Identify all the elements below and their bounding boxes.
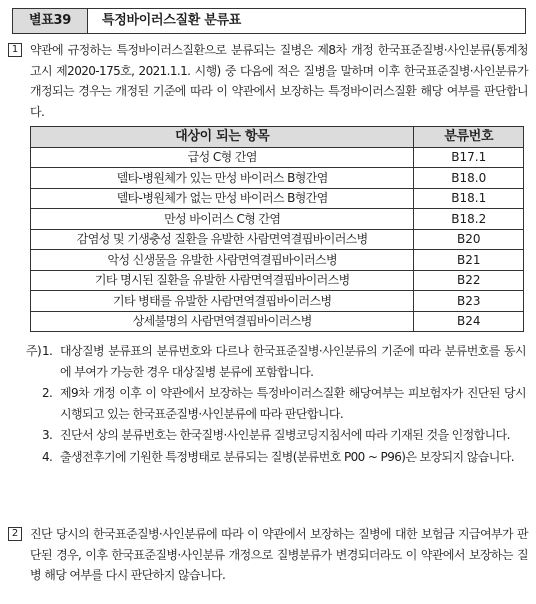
disease-name: 기타 명시된 질환을 유발한 사람면역결핍바이러스병 bbox=[31, 270, 414, 291]
footnote-number: 1. bbox=[42, 344, 53, 358]
classification-code: B20 bbox=[414, 229, 524, 250]
footnote-label: 주) bbox=[26, 344, 42, 358]
paragraph-number-box: 2 bbox=[8, 527, 22, 541]
classification-code: B18.0 bbox=[414, 168, 524, 189]
table-row bbox=[31, 209, 524, 230]
appendix-title: 특정바이러스질환 분류표 bbox=[102, 12, 242, 28]
classification-code: B18.2 bbox=[414, 209, 524, 230]
footnote-text: 제9차 개정 이후 이 약관에서 보장하는 특정바이러스질환 해당여부는 피보험자가 진단된 당시 시행되고 있는 한국표준질병·사인분류에 따라 판단합니다. bbox=[60, 386, 526, 421]
appendix-badge: 별표39 bbox=[13, 9, 88, 33]
table-row bbox=[31, 188, 524, 209]
classification-code: B23 bbox=[414, 291, 524, 312]
classification-code: B17.1 bbox=[414, 147, 524, 168]
appendix-header bbox=[12, 8, 526, 34]
table-row bbox=[31, 250, 524, 271]
table-row bbox=[31, 229, 524, 250]
footnote-item bbox=[42, 341, 526, 382]
disease-code-table bbox=[30, 126, 524, 332]
paragraph-2-text: 진단 당시의 한국표준질병·사인분류에 따라 이 약관에서 보장하는 질병에 대한 보험금 지급여부가 판단된 경우, 이후 한국표준질병·사인분류 개정으로 질병분류가 변경되더라도 이 약관에서 보장하는 질병 해당 여부를 다시 판단하지 않습니다. bbox=[30, 527, 528, 582]
paragraph-1-text: 약관에 규정하는 특정바이러스질환으로 분류되는 질병은 제8차 개정 한국표준질병·사인분류(통계청고시 제2020-175호, 2021.1.1. 시행) 중 다음에 적은 질병을 말하며 이후 한국표준질병·사인분류가 개정되는 경우는 개정된 기준에 따라 이 약관에서 보장하는 특정바이러스질환 해당 여부를 판단합니다. bbox=[30, 43, 528, 119]
disease-name: 만성 바이러스 C형 간염 bbox=[31, 209, 414, 230]
disease-name: 감염성 및 기생충성 질환을 유발한 사람면역결핍바이러스병 bbox=[31, 229, 414, 250]
classification-code: B21 bbox=[414, 250, 524, 271]
footnote-number: 2. bbox=[42, 386, 53, 400]
disease-name: 상세불명의 사람면역결핍바이러스병 bbox=[31, 311, 414, 332]
table-row bbox=[31, 270, 524, 291]
disease-name: 급성 C형 간염 bbox=[31, 147, 414, 168]
classification-code: B24 bbox=[414, 311, 524, 332]
disease-name: 델타-병원체가 없는 만성 바이러스 B형간염 bbox=[31, 188, 414, 209]
table-row bbox=[31, 168, 524, 189]
footnote-item bbox=[42, 447, 526, 468]
footnote-item bbox=[42, 425, 526, 446]
classification-code: B18.1 bbox=[414, 188, 524, 209]
footnote-number: 3. bbox=[42, 428, 53, 442]
table-header-code: 분류번호 bbox=[414, 127, 524, 148]
table-header-item: 대상이 되는 항목 bbox=[31, 127, 414, 148]
footnotes bbox=[26, 341, 526, 467]
table-row bbox=[31, 291, 524, 312]
footnote-text: 진단서 상의 분류번호는 한국질병·사인분류 질병코딩지침서에 따라 기재된 것을 인정합니다. bbox=[60, 428, 510, 442]
footnote-text: 출생전후기에 기원한 특정병태로 분류되는 질병(분류번호 P00 ~ P96)은 보장되지 않습니다. bbox=[60, 449, 514, 464]
disease-name: 기타 병태를 유발한 사람면역결핍바이러스병 bbox=[31, 291, 414, 312]
disease-name: 악성 신생물을 유발한 사람면역결핍바이러스병 bbox=[31, 250, 414, 271]
footnote-text: 대상질병 분류표의 분류번호와 다르나 한국표준질병·사인분류의 기준에 따라 분류번호를 동시에 부여가 가능한 경우 대상질병 분류에 포함합니다. bbox=[60, 344, 526, 379]
classification-code: B22 bbox=[414, 270, 524, 291]
paragraph-2 bbox=[8, 524, 528, 586]
footnote-number: 4. bbox=[42, 449, 53, 464]
paragraph-1 bbox=[8, 40, 528, 122]
paragraph-number-box: 1 bbox=[8, 43, 22, 57]
table-row bbox=[31, 147, 524, 168]
footnote-item bbox=[42, 383, 526, 424]
disease-name: 델타-병원체가 있는 만성 바이러스 B형간염 bbox=[31, 168, 414, 189]
table-row bbox=[31, 311, 524, 332]
table-header-row bbox=[31, 127, 524, 148]
